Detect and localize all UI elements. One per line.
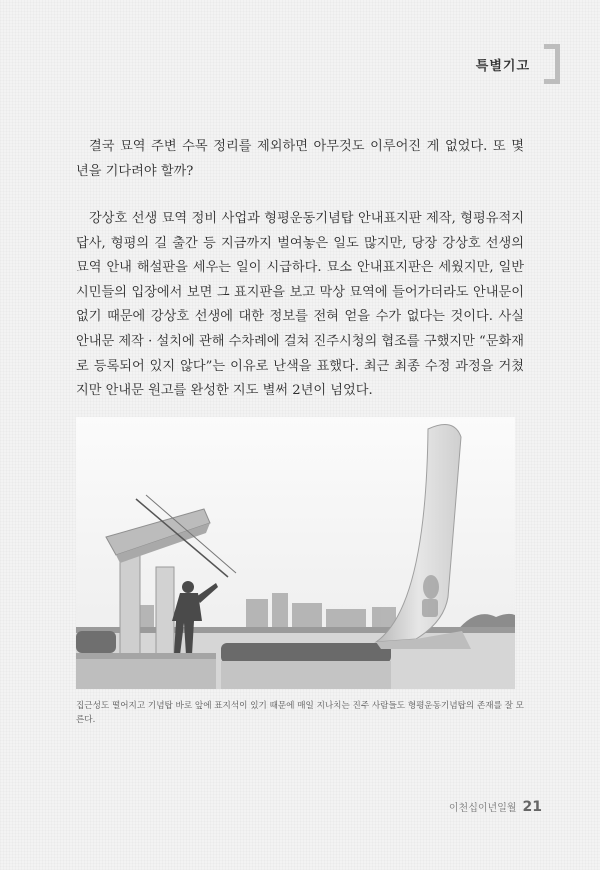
paragraph-2: 강상호 선생 묘역 정비 사업과 형평운동기념탑 안내표지판 제작, 형평유적지 답사, 형평의 길 출간 등 지금까지 벌여놓은 일도 많지만, 당장 강상호 선생의 묘역 안내 해설판을 세우는 일이 시급하다. 묘소 안내표지판은 세웠지만, 일반 시민들의 입장에서 보면 그 표지판을 보고 막상 묘역에 들어가더라도 안내문이 없기 때문에 강상호 선생에 대한 정보를 전혀 얻을 수가 없다는 것이다. 사실 안내문 제작 · 설치에 관해 수차례에 걸쳐 진주시청의 협조를 구했지만 “문화재로 등록되어 있지 않다”는 이유로 난색을 표했다. 최근 최종 수정 과정을 거쳤지만 안내문 원고를 완성한 지도 별써 2년이 넘었다. [76,211,524,399]
section-tab [464,44,560,84]
page-number: 21 [522,799,542,815]
monument-photo-illustration [76,417,515,689]
section-label: 특별기고 [475,58,530,74]
page-footer [449,799,542,815]
photo-caption: 집근성도 떨어지고 기념탑 바로 앞에 표지석이 있기 때문에 매일 지나치는 진주 사람들도 형평운동기념탑의 존재를 잘 모른다. [76,701,524,725]
publication-date: 이천십이년일월 [448,803,517,814]
paragraph-1: 결국 묘역 주변 수목 정리를 제외하면 아무것도 이루어진 게 없었다. 또 몇 년을 기다려야 할까? [76,139,524,179]
bracket-decoration [544,44,560,84]
monument-photo [76,417,515,689]
